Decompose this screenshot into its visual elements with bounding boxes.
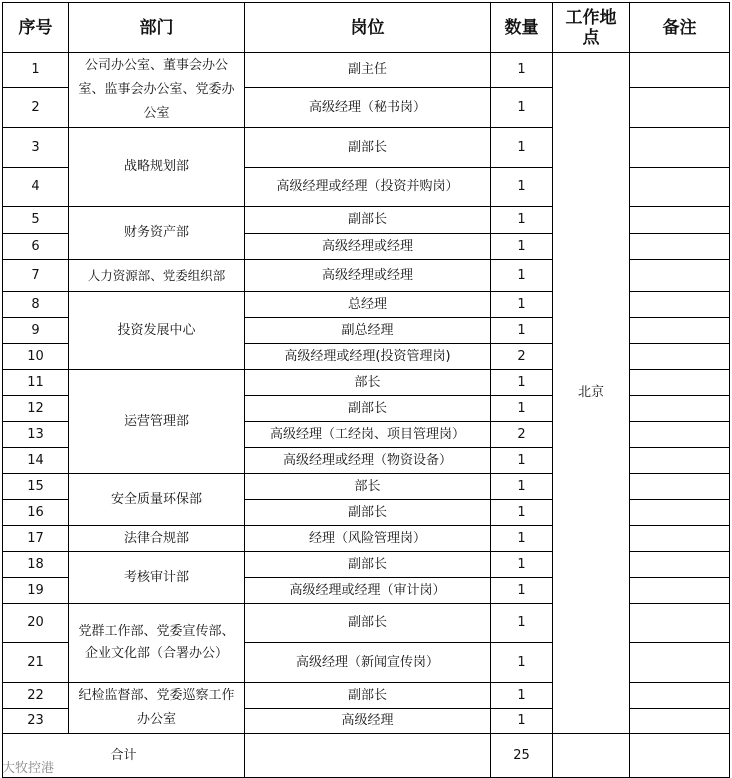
total-location (553, 734, 630, 778)
row-remarks (630, 683, 730, 709)
total-label: 合计 (3, 734, 245, 778)
row-count: 1 (491, 168, 553, 207)
row-position: 高级经理或经理（投资并购岗） (245, 168, 491, 207)
row-count: 2 (491, 422, 553, 448)
watermark: 大牧控港 (2, 761, 55, 776)
row-index: 4 (3, 168, 69, 207)
row-position: 副部长 (245, 683, 491, 709)
row-remarks (630, 234, 730, 260)
row-index: 3 (3, 128, 69, 168)
row-department: 考核审计部 (69, 552, 245, 604)
row-count: 2 (491, 344, 553, 370)
row-count: 1 (491, 234, 553, 260)
header-location: 工作地点 (553, 3, 630, 53)
row-department: 投资发展中心 (69, 292, 245, 370)
row-position: 总经理 (245, 292, 491, 318)
row-index: 15 (3, 474, 69, 500)
row-index: 16 (3, 500, 69, 526)
row-index: 6 (3, 234, 69, 260)
row-position: 经理（风险管理岗） (245, 526, 491, 552)
row-remarks (630, 260, 730, 292)
row-remarks (630, 396, 730, 422)
row-position: 副部长 (245, 128, 491, 168)
row-remarks (630, 207, 730, 234)
row-remarks (630, 578, 730, 604)
row-count: 1 (491, 709, 553, 734)
row-index: 10 (3, 344, 69, 370)
row-index: 21 (3, 643, 69, 683)
row-index: 22 (3, 683, 69, 709)
header-remarks: 备注 (630, 3, 730, 53)
row-position: 高级经理或经理 (245, 234, 491, 260)
total-count: 25 (491, 734, 553, 778)
row-position: 高级经理（秘书岗） (245, 88, 491, 128)
row-position: 高级经理或经理（审计岗） (245, 578, 491, 604)
row-count: 1 (491, 396, 553, 422)
row-remarks (630, 344, 730, 370)
row-position: 高级经理或经理（物资设备） (245, 448, 491, 474)
row-count: 1 (491, 552, 553, 578)
row-position: 高级经理（新闻宣传岗） (245, 643, 491, 683)
header-position: 岗位 (245, 3, 491, 53)
row-count: 1 (491, 318, 553, 344)
row-count: 1 (491, 370, 553, 396)
row-department: 战略规划部 (69, 128, 245, 207)
total-position (245, 734, 491, 778)
row-count: 1 (491, 448, 553, 474)
row-count: 1 (491, 604, 553, 643)
row-index: 14 (3, 448, 69, 474)
header-count: 数量 (491, 3, 553, 53)
total-row (3, 734, 730, 778)
row-remarks (630, 448, 730, 474)
location-cell: 北京 (553, 53, 630, 734)
positions-table (2, 2, 730, 778)
row-position: 高级经理 (245, 709, 491, 734)
row-count: 1 (491, 207, 553, 234)
row-remarks (630, 604, 730, 643)
row-department: 公司办公室、董事会办公室、监事会办公室、党委办公室 (69, 53, 245, 128)
row-position: 高级经理或经理(投资管理岗) (245, 344, 491, 370)
row-count: 1 (491, 578, 553, 604)
row-position: 部长 (245, 370, 491, 396)
row-index: 2 (3, 88, 69, 128)
row-position: 高级经理（工经岗、项目管理岗） (245, 422, 491, 448)
row-index: 1 (3, 53, 69, 88)
row-remarks (630, 168, 730, 207)
row-department: 财务资产部 (69, 207, 245, 260)
header-row (3, 3, 730, 53)
row-index: 19 (3, 578, 69, 604)
row-remarks (630, 422, 730, 448)
row-position: 副部长 (245, 207, 491, 234)
row-remarks (630, 643, 730, 683)
row-count: 1 (491, 474, 553, 500)
row-position: 副部长 (245, 396, 491, 422)
row-index: 7 (3, 260, 69, 292)
row-count: 1 (491, 128, 553, 168)
row-index: 5 (3, 207, 69, 234)
row-remarks (630, 292, 730, 318)
row-position: 副部长 (245, 500, 491, 526)
header-index: 序号 (3, 3, 69, 53)
row-department: 法律合规部 (69, 526, 245, 552)
total-remarks (630, 734, 730, 778)
row-remarks (630, 709, 730, 734)
row-remarks (630, 552, 730, 578)
row-index: 8 (3, 292, 69, 318)
row-remarks (630, 53, 730, 88)
row-remarks (630, 88, 730, 128)
row-index: 23 (3, 709, 69, 734)
row-count: 1 (491, 526, 553, 552)
row-index: 20 (3, 604, 69, 643)
row-count: 1 (491, 500, 553, 526)
row-remarks (630, 474, 730, 500)
row-position: 副部长 (245, 552, 491, 578)
row-department: 运营管理部 (69, 370, 245, 474)
row-count: 1 (491, 292, 553, 318)
row-position: 副总经理 (245, 318, 491, 344)
row-index: 11 (3, 370, 69, 396)
row-remarks (630, 526, 730, 552)
row-remarks (630, 370, 730, 396)
row-position: 部长 (245, 474, 491, 500)
row-department: 党群工作部、党委宣传部、企业文化部（合署办公） (69, 604, 245, 683)
row-department: 纪检监督部、党委巡察工作办公室 (69, 683, 245, 734)
row-count: 1 (491, 260, 553, 292)
row-position: 高级经理或经理 (245, 260, 491, 292)
row-remarks (630, 318, 730, 344)
row-department: 安全质量环保部 (69, 474, 245, 526)
row-position: 副部长 (245, 604, 491, 643)
table-row (3, 53, 730, 88)
row-index: 17 (3, 526, 69, 552)
row-department: 人力资源部、党委组织部 (69, 260, 245, 292)
row-index: 18 (3, 552, 69, 578)
row-remarks (630, 500, 730, 526)
row-count: 1 (491, 643, 553, 683)
row-count: 1 (491, 683, 553, 709)
row-count: 1 (491, 53, 553, 88)
row-index: 9 (3, 318, 69, 344)
row-position: 副主任 (245, 53, 491, 88)
header-department: 部门 (69, 3, 245, 53)
row-index: 13 (3, 422, 69, 448)
row-remarks (630, 128, 730, 168)
row-index: 12 (3, 396, 69, 422)
row-count: 1 (491, 88, 553, 128)
